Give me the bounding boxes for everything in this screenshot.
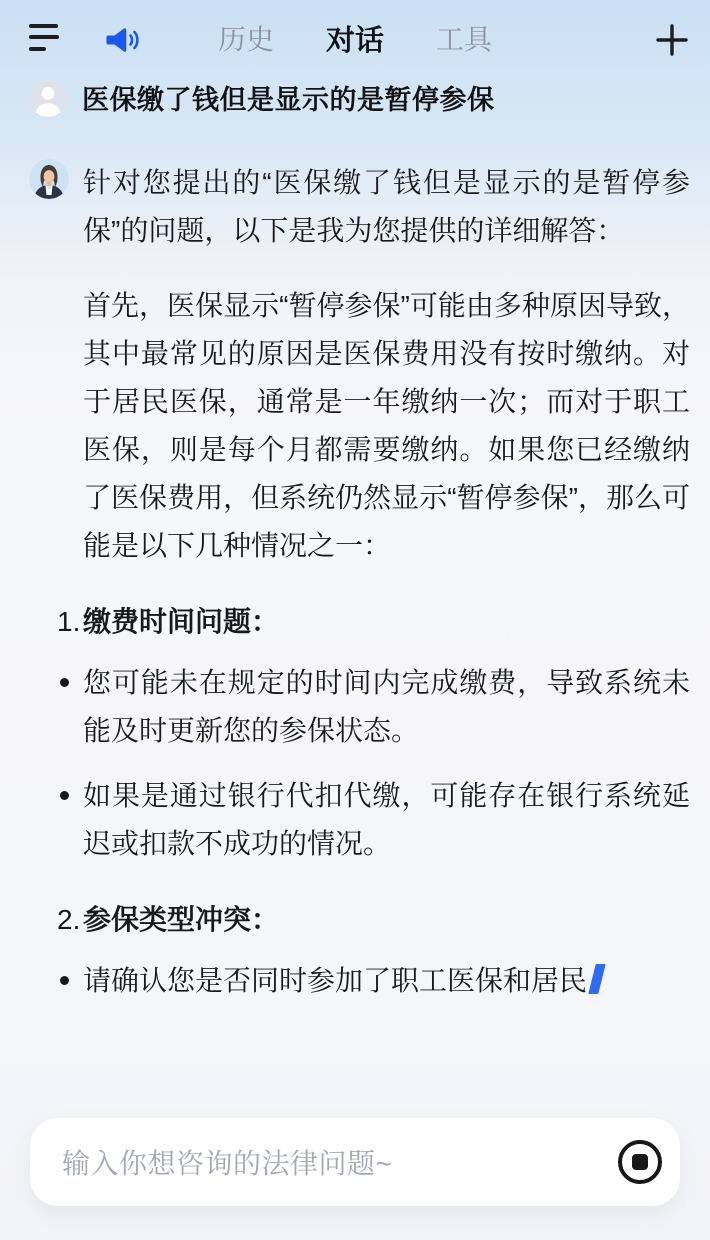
chat-area bbox=[0, 76, 710, 1022]
assistant-body-paragraph: 首先，医保显示“暂停参保”可能由多种原因导致，其中最常见的原因是医保费用没有按时缴纳。对于居民医保，通常是一年缴纳一次；而对于职工医保，则是每个月都需要缴纳。如果您已经缴纳了医保费用，但系统仍然显示“暂停参保”，那么可能是以下几种情况之一： bbox=[83, 290, 690, 561]
assistant-intro-paragraph: 针对您提出的“医保缴了钱但是显示的是暂停参保”的问题，以下是我为您提供的详细解答： bbox=[83, 167, 690, 246]
user-message-text: 医保缴了钱但是显示的是暂停参保 bbox=[82, 85, 495, 115]
section-heading-1 bbox=[57, 600, 690, 644]
bullet-item: 您可能未在规定的时间内完成缴费，导致系统未能及时更新您的参保状态。 bbox=[83, 659, 690, 755]
streaming-cursor bbox=[588, 964, 605, 994]
section-title: 缴费时间问题： bbox=[83, 606, 280, 637]
assistant-message-row bbox=[0, 159, 710, 1022]
bullet-dot-icon bbox=[60, 678, 69, 687]
tab-dialogue[interactable]: 对话 bbox=[325, 24, 385, 57]
input-placeholder: 输入你想咨询的法律问题~ bbox=[62, 1148, 393, 1179]
tab-history[interactable]: 历史 bbox=[217, 24, 274, 55]
section-heading-2 bbox=[57, 898, 690, 942]
bullet-dot-icon bbox=[60, 791, 69, 800]
speaker-icon[interactable] bbox=[103, 21, 141, 59]
plus-icon[interactable] bbox=[652, 20, 692, 60]
menu-icon[interactable] bbox=[29, 22, 61, 52]
bullet-item: 如果是通过银行代扣代缴，可能存在银行系统延迟或扣款不成功的情况。 bbox=[83, 772, 690, 868]
section-number: 1. bbox=[57, 606, 81, 637]
top-bar bbox=[0, 0, 710, 76]
assistant-message-text bbox=[57, 159, 690, 1022]
tab-tools[interactable]: 工具 bbox=[436, 24, 493, 55]
tab-bar bbox=[218, 0, 492, 76]
message-input-bar[interactable] bbox=[30, 1118, 680, 1206]
bullet-dot-icon bbox=[60, 976, 69, 985]
stop-generation-button[interactable] bbox=[618, 1140, 662, 1184]
user-message-row bbox=[0, 78, 710, 117]
section-title: 参保类型冲突： bbox=[83, 904, 280, 935]
user-avatar bbox=[29, 79, 67, 117]
stop-icon bbox=[632, 1154, 648, 1170]
section-number: 2. bbox=[57, 904, 81, 935]
assistant-avatar bbox=[29, 159, 69, 199]
bullet-item: 请确认您是否同时参加了职工医保和居民 bbox=[83, 957, 690, 1005]
